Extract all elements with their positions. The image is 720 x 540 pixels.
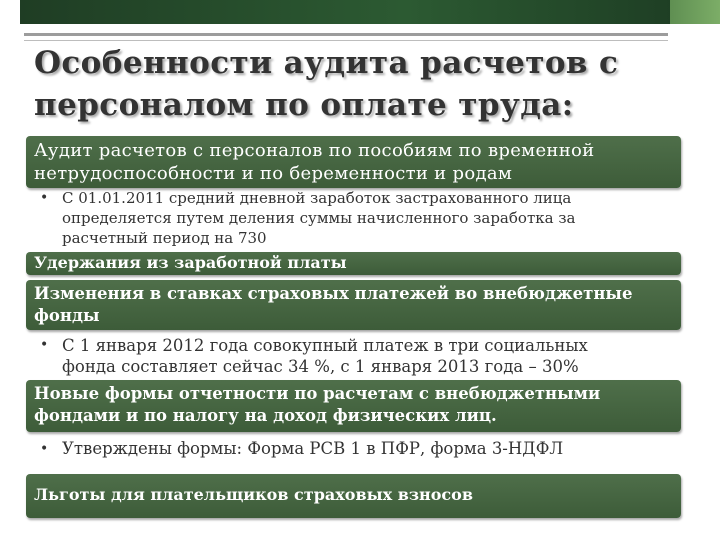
title-line-2: персоналом по оплате труда: [34,87,574,123]
section-heading-new-reporting-forms: Новые формы отчетности по расчетам с внебюджетными фондами и по налогу на доход физических лиц. [26,380,681,432]
title-line-1: Особенности аудита расчетов с [34,45,619,81]
bullet-dot: • [40,190,49,206]
bullet-sick-leave [40,188,620,248]
section-heading-sick-leave: Аудит расчетов с персоналов по пособиям по временной нетрудоспособности и по беременности и родам [26,136,681,188]
title-rule-thin [24,40,668,41]
bullet-reporting-forms [40,438,660,460]
section-heading-insurance-rates: Изменения в ставках страховых платежей во внебюджетные фонды [26,280,681,330]
bullet-text: Утверждены формы: Форма РСВ 1 в ПФР, форма 3-НДФЛ [62,439,564,458]
bullet-insurance-rates [40,335,640,377]
bullet-dot: • [40,337,49,353]
bullet-text: С 1 января 2012 года совокупный платеж в три социальных фонда составляет сейчас 34 %, с 1 января 2013 года – 30% [62,336,588,376]
section-heading-benefits: Льготы для плательщиков страховых взносов [26,474,681,518]
bullet-text: С 01.01.2011 средний дневной заработок застрахованного лица определяется путем деления суммы начисленного заработка за расчетный период на 730 [62,189,576,247]
top-bar-accent [670,0,720,24]
section-heading-deductions: Удержания из заработной платы [26,252,681,275]
top-decorative-bar [20,0,720,24]
slide-title [34,42,694,126]
title-rule [24,33,668,36]
bullet-dot: • [40,441,49,457]
